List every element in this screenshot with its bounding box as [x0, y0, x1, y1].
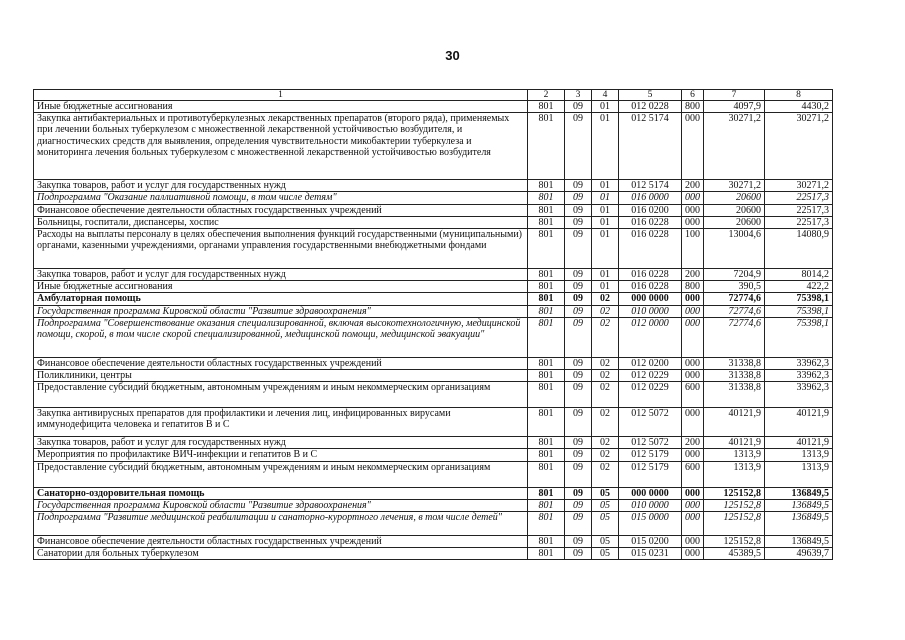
cell-subsection: 02 — [592, 408, 619, 437]
cell-amount-year1: 125152,8 — [704, 536, 765, 548]
cell-amount-year1: 40121,9 — [704, 437, 765, 449]
cell-subsection: 01 — [592, 101, 619, 113]
cell-ministry: 801 — [528, 317, 565, 357]
cell-target-article: 015 0200 — [619, 536, 682, 548]
row-name: Предоставление субсидий бюджетным, автономным учреждениям и иным некоммерческим организациям — [34, 382, 528, 408]
cell-target-article: 016 0228 — [619, 216, 682, 228]
header-col-1: 1 — [34, 90, 528, 101]
cell-amount-year1: 72774,6 — [704, 293, 765, 305]
cell-section: 09 — [565, 437, 592, 449]
cell-section: 09 — [565, 113, 592, 180]
cell-subsection: 02 — [592, 382, 619, 408]
cell-target-article: 015 0231 — [619, 548, 682, 560]
cell-target-article: 012 0228 — [619, 101, 682, 113]
cell-ministry: 801 — [528, 370, 565, 382]
cell-expense-type: 000 — [682, 113, 704, 180]
cell-target-article: 016 0228 — [619, 269, 682, 281]
table-row — [34, 281, 833, 293]
cell-ministry: 801 — [528, 487, 565, 499]
cell-target-article: 012 0200 — [619, 357, 682, 369]
cell-amount-year1: 4097,9 — [704, 101, 765, 113]
cell-section: 09 — [565, 499, 592, 511]
cell-expense-type: 000 — [682, 317, 704, 357]
header-col-3: 3 — [565, 90, 592, 101]
budget-table — [33, 89, 833, 560]
cell-amount-year2: 30271,2 — [765, 180, 833, 192]
cell-expense-type: 100 — [682, 229, 704, 269]
cell-target-article: 000 0000 — [619, 487, 682, 499]
header-row — [34, 90, 833, 101]
cell-expense-type: 600 — [682, 382, 704, 408]
cell-ministry: 801 — [528, 536, 565, 548]
table-row — [34, 229, 833, 269]
cell-ministry: 801 — [528, 204, 565, 216]
cell-amount-year1: 13004,6 — [704, 229, 765, 269]
cell-expense-type: 000 — [682, 370, 704, 382]
cell-amount-year2: 136849,5 — [765, 512, 833, 536]
row-name: Больницы, госпитали, диспансеры, хоспис — [34, 216, 528, 228]
table-row — [34, 382, 833, 408]
cell-expense-type: 000 — [682, 204, 704, 216]
cell-amount-year2: 1313,9 — [765, 449, 833, 461]
cell-amount-year1: 45389,5 — [704, 548, 765, 560]
cell-section: 09 — [565, 305, 592, 317]
cell-section: 09 — [565, 408, 592, 437]
cell-amount-year1: 72774,6 — [704, 317, 765, 357]
cell-amount-year1: 31338,8 — [704, 382, 765, 408]
table-row — [34, 487, 833, 499]
row-name: Финансовое обеспечение деятельности областных государственных учреждений — [34, 357, 528, 369]
cell-expense-type: 200 — [682, 269, 704, 281]
cell-ministry: 801 — [528, 449, 565, 461]
table-row — [34, 370, 833, 382]
cell-subsection: 01 — [592, 180, 619, 192]
cell-amount-year2: 14080,9 — [765, 229, 833, 269]
row-name: Государственная программа Кировской области "Развитие здравоохранения" — [34, 499, 528, 511]
table-row — [34, 461, 833, 487]
cell-section: 09 — [565, 382, 592, 408]
cell-ministry: 801 — [528, 229, 565, 269]
cell-expense-type: 000 — [682, 192, 704, 204]
cell-target-article: 010 0000 — [619, 499, 682, 511]
row-name: Закупка антивирусных препаратов для профилактики и лечения лиц, инфицированных вирусами иммунодефицита человека и гепатитов В и С — [34, 408, 528, 437]
cell-ministry: 801 — [528, 512, 565, 536]
cell-ministry: 801 — [528, 113, 565, 180]
cell-subsection: 01 — [592, 216, 619, 228]
cell-subsection: 05 — [592, 499, 619, 511]
cell-subsection: 02 — [592, 437, 619, 449]
cell-expense-type: 000 — [682, 357, 704, 369]
cell-subsection: 02 — [592, 357, 619, 369]
cell-subsection: 05 — [592, 487, 619, 499]
table-row — [34, 408, 833, 437]
cell-target-article: 016 0228 — [619, 229, 682, 269]
cell-target-article: 012 5174 — [619, 180, 682, 192]
cell-amount-year2: 49639,7 — [765, 548, 833, 560]
cell-amount-year1: 31338,8 — [704, 370, 765, 382]
cell-amount-year2: 30271,2 — [765, 113, 833, 180]
table-row — [34, 317, 833, 357]
cell-amount-year2: 40121,9 — [765, 408, 833, 437]
cell-target-article: 012 0000 — [619, 317, 682, 357]
cell-expense-type: 800 — [682, 101, 704, 113]
cell-amount-year2: 8014,2 — [765, 269, 833, 281]
cell-amount-year1: 30271,2 — [704, 180, 765, 192]
row-name: Мероприятия по профилактике ВИЧ-инфекции и гепатитов В и С — [34, 449, 528, 461]
cell-amount-year2: 22517,3 — [765, 192, 833, 204]
cell-section: 09 — [565, 192, 592, 204]
cell-expense-type: 000 — [682, 305, 704, 317]
cell-subsection: 05 — [592, 512, 619, 536]
cell-section: 09 — [565, 281, 592, 293]
cell-amount-year2: 75398,1 — [765, 293, 833, 305]
cell-amount-year2: 33962,3 — [765, 370, 833, 382]
row-name: Финансовое обеспечение деятельности областных государственных учреждений — [34, 204, 528, 216]
cell-target-article: 010 0000 — [619, 305, 682, 317]
table-row — [34, 113, 833, 180]
row-name: Поликлиники, центры — [34, 370, 528, 382]
row-name: Подпрограмма "Совершенствование оказания специализированной, включая высокотехнологичную, медицинской помощи, скорой, в том числе скорой специализированной, медицинской помощи, медицинской эвакуации" — [34, 317, 528, 357]
cell-subsection: 02 — [592, 370, 619, 382]
cell-expense-type: 800 — [682, 281, 704, 293]
table-row — [34, 499, 833, 511]
cell-amount-year2: 422,2 — [765, 281, 833, 293]
cell-amount-year2: 136849,5 — [765, 536, 833, 548]
cell-section: 09 — [565, 357, 592, 369]
table-row — [34, 536, 833, 548]
cell-amount-year1: 1313,9 — [704, 449, 765, 461]
cell-amount-year2: 1313,9 — [765, 461, 833, 487]
cell-subsection: 01 — [592, 281, 619, 293]
cell-section: 09 — [565, 293, 592, 305]
cell-amount-year1: 125152,8 — [704, 512, 765, 536]
cell-amount-year1: 31338,8 — [704, 357, 765, 369]
row-name: Закупка антибактериальных и противотуберкулезных лекарственных препаратов (второго ряда), применяемых при лечении больных туберкулезом с множественной лекарственной устойчивостью возбудителя, и диагностических средств для выявления, определения чувствительности микобактерии туберкулеза и мониторинга лечения больных туберкулезом с множественной лекарственной устойчивостью возбудителя — [34, 113, 528, 180]
cell-amount-year1: 125152,8 — [704, 499, 765, 511]
cell-target-article: 016 0000 — [619, 192, 682, 204]
cell-section: 09 — [565, 370, 592, 382]
cell-target-article: 012 0229 — [619, 370, 682, 382]
cell-ministry: 801 — [528, 408, 565, 437]
cell-target-article: 012 5174 — [619, 113, 682, 180]
row-name: Закупка товаров, работ и услуг для государственных нужд — [34, 437, 528, 449]
row-name: Санаторно-оздоровительная помощь — [34, 487, 528, 499]
cell-amount-year1: 20600 — [704, 192, 765, 204]
cell-ministry: 801 — [528, 180, 565, 192]
cell-expense-type: 000 — [682, 293, 704, 305]
cell-expense-type: 000 — [682, 487, 704, 499]
cell-section: 09 — [565, 269, 592, 281]
cell-amount-year1: 40121,9 — [704, 408, 765, 437]
cell-amount-year2: 75398,1 — [765, 305, 833, 317]
table-row — [34, 357, 833, 369]
cell-expense-type: 200 — [682, 180, 704, 192]
cell-section: 09 — [565, 536, 592, 548]
cell-amount-year1: 30271,2 — [704, 113, 765, 180]
cell-ministry: 801 — [528, 461, 565, 487]
cell-subsection: 05 — [592, 548, 619, 560]
cell-ministry: 801 — [528, 437, 565, 449]
cell-ministry: 801 — [528, 305, 565, 317]
cell-amount-year2: 136849,5 — [765, 487, 833, 499]
cell-section: 09 — [565, 449, 592, 461]
cell-ministry: 801 — [528, 382, 565, 408]
cell-amount-year1: 125152,8 — [704, 487, 765, 499]
cell-amount-year1: 20600 — [704, 204, 765, 216]
cell-section: 09 — [565, 101, 592, 113]
header-col-7: 7 — [704, 90, 765, 101]
cell-expense-type: 600 — [682, 461, 704, 487]
table-row — [34, 512, 833, 536]
cell-amount-year1: 72774,6 — [704, 305, 765, 317]
cell-target-article: 000 0000 — [619, 293, 682, 305]
cell-amount-year2: 136849,5 — [765, 499, 833, 511]
row-name: Предоставление субсидий бюджетным, автономным учреждениям и иным некоммерческим организациям — [34, 461, 528, 487]
cell-subsection: 02 — [592, 449, 619, 461]
cell-ministry: 801 — [528, 548, 565, 560]
cell-section: 09 — [565, 548, 592, 560]
row-name: Подпрограмма "Оказание паллиативной помощи, в том числе детям" — [34, 192, 528, 204]
cell-ministry: 801 — [528, 499, 565, 511]
cell-subsection: 02 — [592, 305, 619, 317]
table-row — [34, 293, 833, 305]
row-name: Иные бюджетные ассигнования — [34, 281, 528, 293]
cell-expense-type: 000 — [682, 512, 704, 536]
cell-ministry: 801 — [528, 293, 565, 305]
cell-section: 09 — [565, 487, 592, 499]
cell-section: 09 — [565, 204, 592, 216]
cell-amount-year1: 390,5 — [704, 281, 765, 293]
header-col-4: 4 — [592, 90, 619, 101]
table-row — [34, 548, 833, 560]
cell-subsection: 02 — [592, 293, 619, 305]
row-name: Финансовое обеспечение деятельности областных государственных учреждений — [34, 536, 528, 548]
page-number: 30 — [445, 48, 460, 63]
cell-subsection: 02 — [592, 461, 619, 487]
cell-expense-type: 000 — [682, 548, 704, 560]
cell-section: 09 — [565, 216, 592, 228]
cell-subsection: 01 — [592, 192, 619, 204]
cell-subsection: 01 — [592, 229, 619, 269]
header-col-2: 2 — [528, 90, 565, 101]
cell-target-article: 012 5072 — [619, 408, 682, 437]
cell-ministry: 801 — [528, 101, 565, 113]
cell-expense-type: 000 — [682, 449, 704, 461]
table-row — [34, 216, 833, 228]
cell-amount-year1: 1313,9 — [704, 461, 765, 487]
row-name: Закупка товаров, работ и услуг для государственных нужд — [34, 180, 528, 192]
cell-subsection: 01 — [592, 269, 619, 281]
table-row — [34, 449, 833, 461]
cell-section: 09 — [565, 512, 592, 536]
row-name: Государственная программа Кировской области "Развитие здравоохранения" — [34, 305, 528, 317]
cell-amount-year2: 33962,3 — [765, 382, 833, 408]
cell-subsection: 05 — [592, 536, 619, 548]
cell-expense-type: 000 — [682, 499, 704, 511]
cell-section: 09 — [565, 317, 592, 357]
cell-amount-year2: 75398,1 — [765, 317, 833, 357]
cell-ministry: 801 — [528, 269, 565, 281]
cell-subsection: 02 — [592, 317, 619, 357]
header-col-5: 5 — [619, 90, 682, 101]
table-row — [34, 437, 833, 449]
cell-target-article: 012 5179 — [619, 461, 682, 487]
cell-amount-year2: 4430,2 — [765, 101, 833, 113]
cell-amount-year2: 22517,3 — [765, 204, 833, 216]
table-row — [34, 305, 833, 317]
cell-amount-year2: 22517,3 — [765, 216, 833, 228]
cell-target-article: 015 0000 — [619, 512, 682, 536]
cell-amount-year1: 20600 — [704, 216, 765, 228]
cell-amount-year1: 7204,9 — [704, 269, 765, 281]
table-row — [34, 192, 833, 204]
row-name: Расходы на выплаты персоналу в целях обеспечения выполнения функций государственными (муниципальными) органами, казенными учреждениями, органами управления государственными внебюджетными фондами — [34, 229, 528, 269]
table-body — [34, 101, 833, 560]
cell-target-article: 012 0229 — [619, 382, 682, 408]
cell-target-article: 012 5179 — [619, 449, 682, 461]
table-row — [34, 269, 833, 281]
table-row — [34, 204, 833, 216]
row-name: Подпрограмма "Развитие медицинской реабилитации и санаторно-курортного лечения, в том числе детей" — [34, 512, 528, 536]
cell-target-article: 012 5072 — [619, 437, 682, 449]
cell-amount-year2: 40121,9 — [765, 437, 833, 449]
table-row — [34, 101, 833, 113]
cell-section: 09 — [565, 461, 592, 487]
row-name: Иные бюджетные ассигнования — [34, 101, 528, 113]
cell-subsection: 01 — [592, 113, 619, 180]
cell-section: 09 — [565, 229, 592, 269]
cell-expense-type: 000 — [682, 216, 704, 228]
cell-target-article: 016 0228 — [619, 281, 682, 293]
cell-target-article: 016 0200 — [619, 204, 682, 216]
cell-expense-type: 000 — [682, 408, 704, 437]
cell-ministry: 801 — [528, 216, 565, 228]
header-col-8: 8 — [765, 90, 833, 101]
cell-expense-type: 200 — [682, 437, 704, 449]
row-name: Закупка товаров, работ и услуг для государственных нужд — [34, 269, 528, 281]
row-name: Амбулаторная помощь — [34, 293, 528, 305]
cell-section: 09 — [565, 180, 592, 192]
row-name: Санатории для больных туберкулезом — [34, 548, 528, 560]
table-row — [34, 180, 833, 192]
cell-ministry: 801 — [528, 281, 565, 293]
cell-subsection: 01 — [592, 204, 619, 216]
cell-expense-type: 000 — [682, 536, 704, 548]
cell-ministry: 801 — [528, 357, 565, 369]
cell-ministry: 801 — [528, 192, 565, 204]
cell-amount-year2: 33962,3 — [765, 357, 833, 369]
header-col-6: 6 — [682, 90, 704, 101]
